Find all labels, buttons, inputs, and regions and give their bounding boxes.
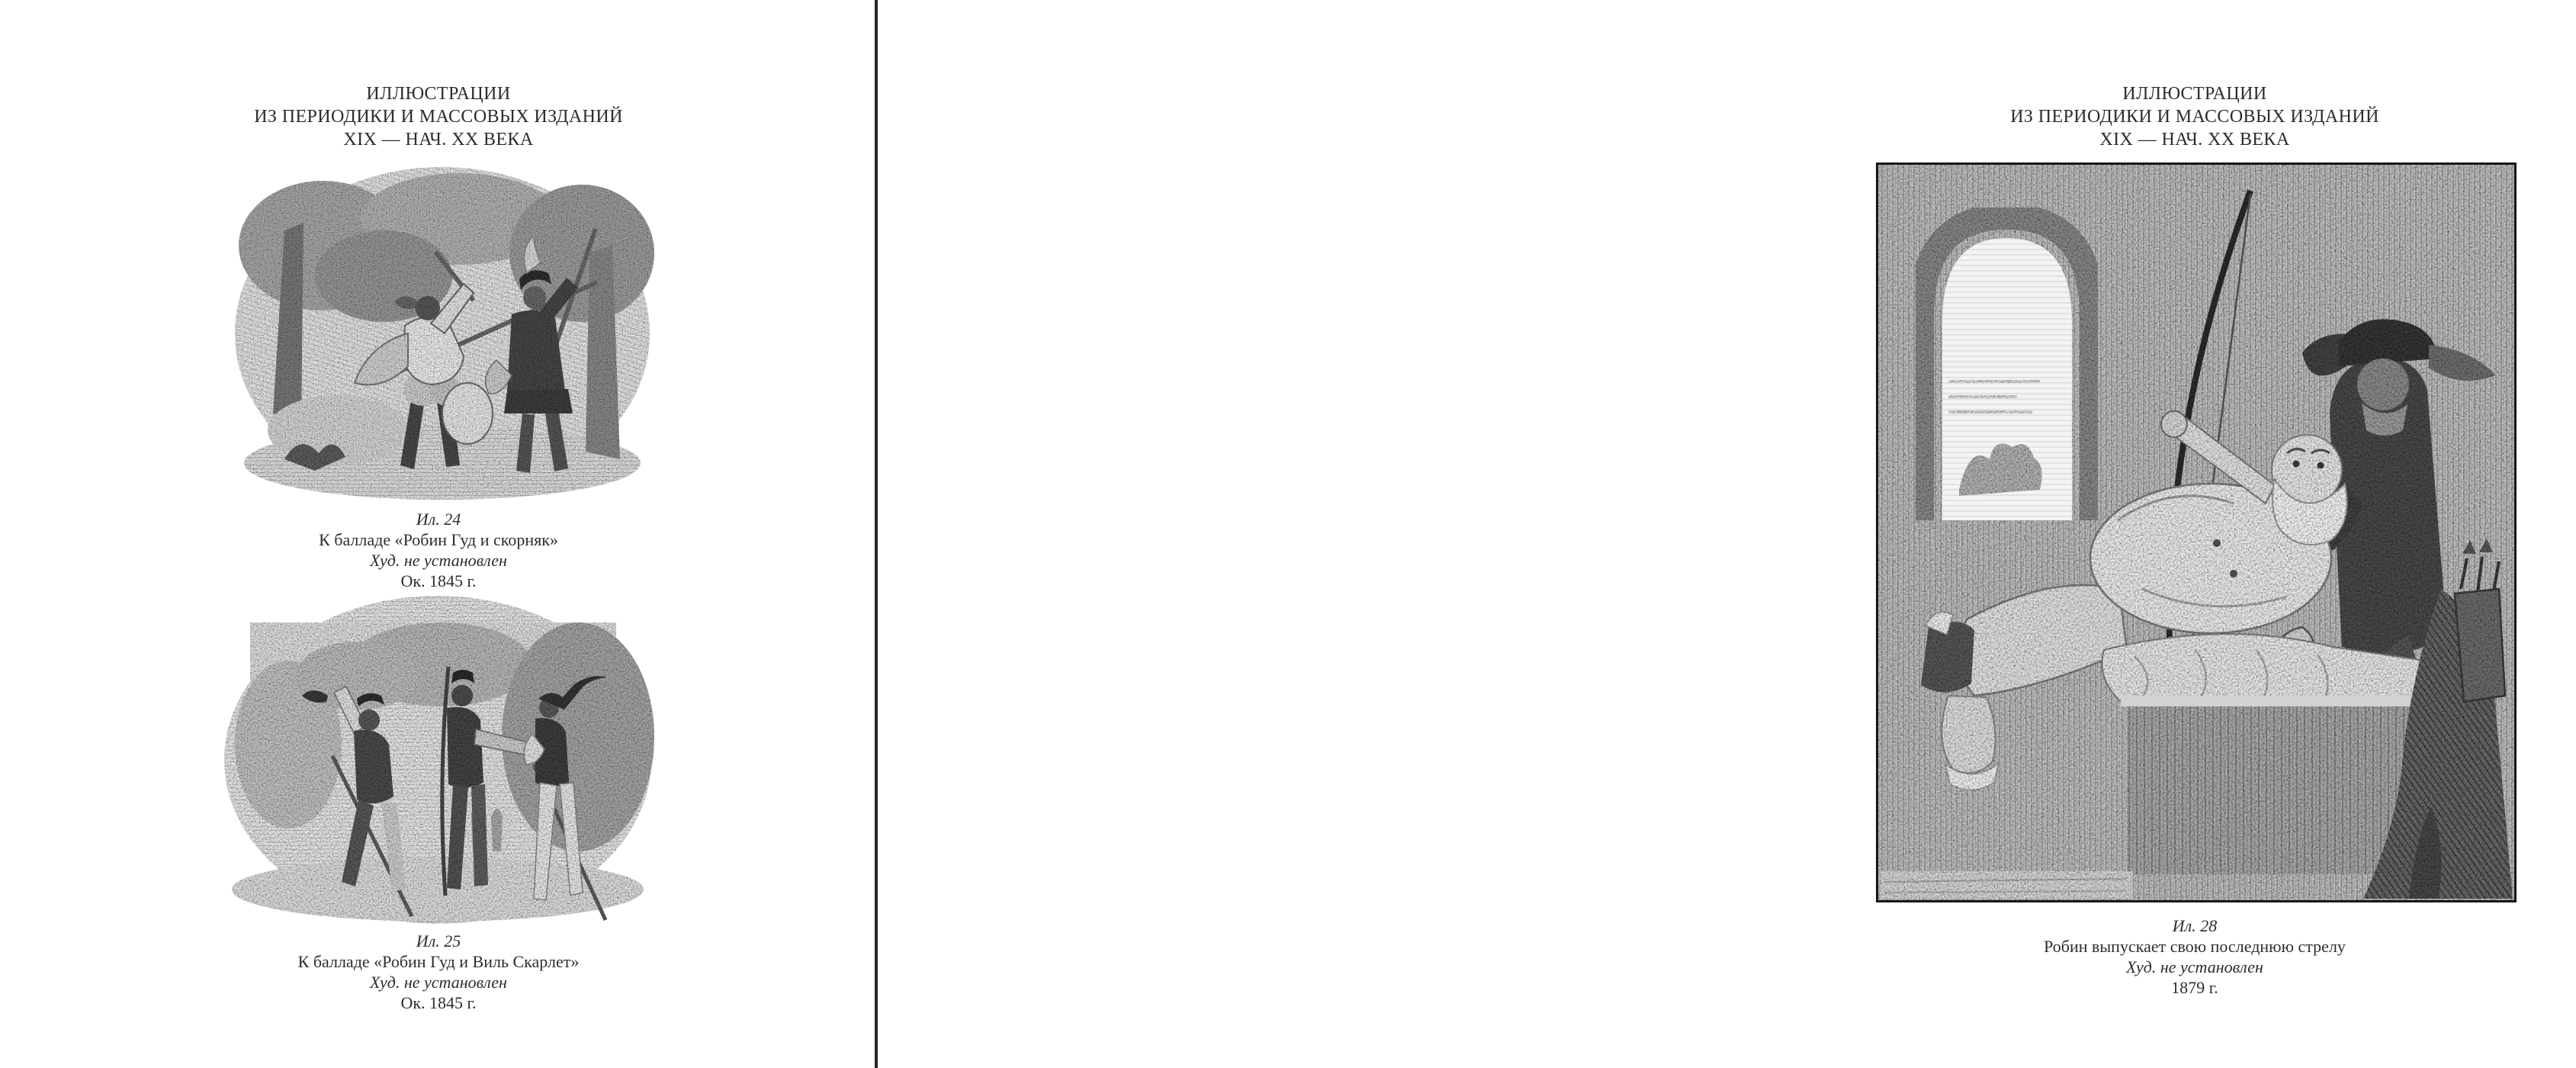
figure-number: Ил. 24 [416, 510, 461, 529]
page-right-header [1813, 82, 2576, 151]
engraving-il-24-quarterstaff-duel [231, 162, 654, 502]
figure-artist: Худ. не установлен [2126, 957, 2263, 976]
figure-number: Ил. 28 [2172, 916, 2218, 935]
figure-date: Ок. 1845 г. [400, 993, 477, 1012]
header-line-1: ИЛЛЮСТРАЦИИ [366, 84, 511, 104]
figure-title: К балладе «Робин Гуд и Виль Скарлет» [297, 952, 580, 971]
figure-date: 1879 г. [2171, 978, 2218, 997]
header-line-2: ИЗ ПЕРИОДИКИ И МАССОВЫХ ИЗДАНИЙ [254, 107, 623, 127]
header-line-1: ИЛЛЮСТРАЦИИ [2122, 84, 2267, 104]
caption-il-24 [57, 509, 820, 591]
engraving-il-25-three-archers [220, 592, 656, 928]
page-right [878, 0, 2379, 1068]
figure-artist: Худ. не установлен [370, 551, 507, 570]
header-line-2: ИЗ ПЕРИОДИКИ И МАССОВЫХ ИЗДАНИЙ [2010, 107, 2379, 127]
page-left-header [57, 82, 820, 151]
engraving-il-28-last-arrow [1875, 162, 2517, 903]
header-line-3: XIX — НАЧ. XX ВЕКА [2099, 130, 2290, 150]
header-line-3: XIX — НАЧ. XX ВЕКА [343, 130, 534, 150]
page-left [0, 0, 875, 1068]
figure-title: Робин выпускает свою последнюю стрелу [2044, 937, 2346, 956]
figure-title: К балладе «Робин Гуд и скорняк» [319, 530, 558, 549]
figure-artist: Худ. не установлен [370, 973, 507, 992]
figure-date: Ок. 1845 г. [400, 571, 477, 590]
figure-number: Ил. 25 [416, 931, 461, 951]
caption-il-25 [57, 931, 820, 1013]
caption-il-28 [1813, 915, 2576, 998]
